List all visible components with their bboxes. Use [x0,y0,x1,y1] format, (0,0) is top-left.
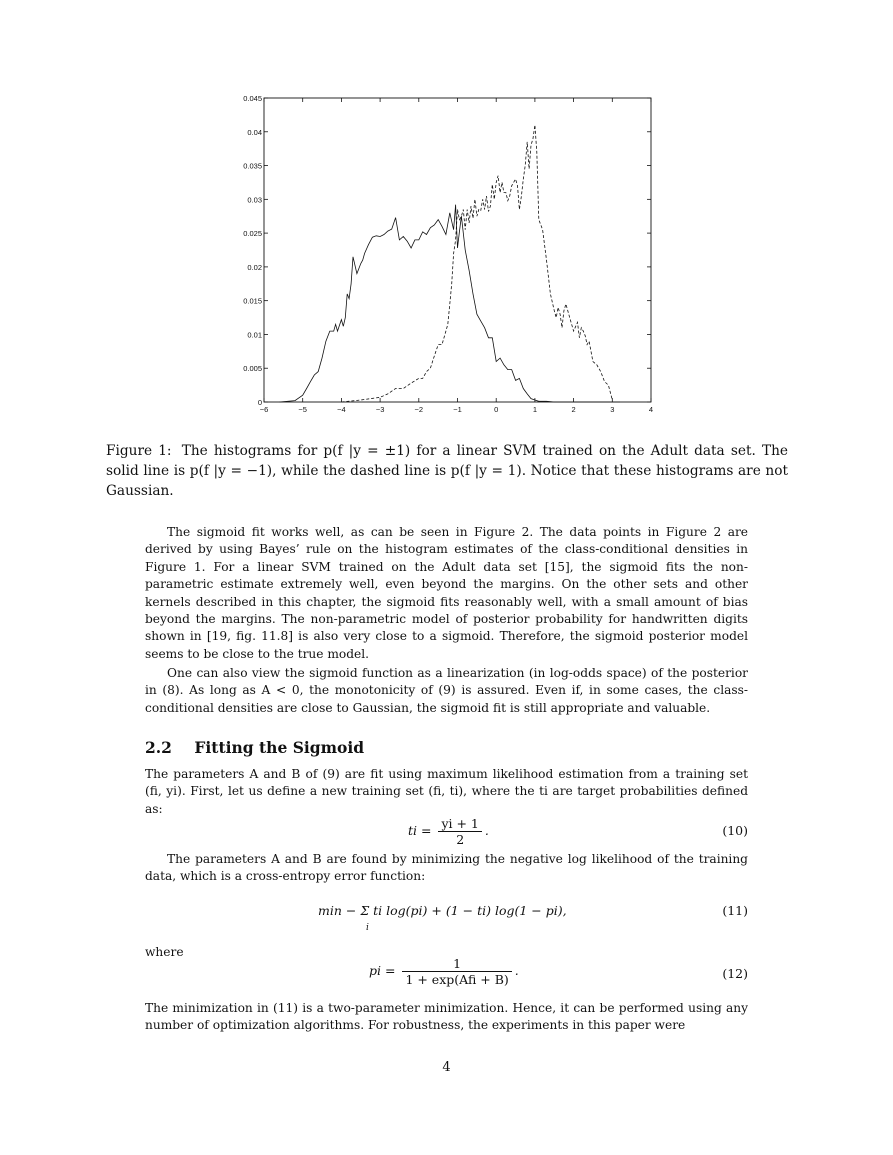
y-tick-label: 0.045 [243,94,262,103]
section-heading [145,738,364,757]
x-tick-label: 3 [610,405,615,414]
x-tick-label: −1 [453,405,462,414]
histogram-chart [230,90,660,420]
eq12-fraction [402,956,511,987]
x-tick-label: −2 [414,405,424,414]
section-title: Fitting the Sigmoid [194,738,365,757]
y-tick-label: 0.02 [247,262,262,272]
y-tick-label: 0.03 [247,195,262,205]
y-tick-label: 0.005 [243,364,262,374]
paragraph-parameters: The parameters A and B of (9) are fit using maximum likelihood estimation from a training set (fi, yi). First, let us define a new training set (fi, ti), where the ti are target probabilities defined as: [145,767,748,816]
y-tick-label: 0.04 [247,127,262,137]
section-number: 2.2 [145,738,172,757]
eq12-tail: . [514,963,519,978]
equation-number-12: (12) [722,966,748,981]
x-tick-label: −4 [337,405,346,414]
x-tick-label: −6 [259,405,269,414]
paragraph-linearization: One can also view the sigmoid function as a linearization (in log-odds space) of the posterior in (8). As long as A < 0, the monotonicity of (9) is assured. Even if, in some cases, the class-conditional densities are close to Gaussian, the sigmoid fit is still appropriate and valuable. [145,666,748,715]
paragraph-minimize: The parameters A and B are found by minimizing the negative log likelihood of the training data, which is a cross-entropy error function: [145,852,748,884]
x-tick-label: 4 [648,405,654,414]
eq10-denominator: 2 [456,832,465,847]
x-tick-label: 0 [494,405,499,414]
x-tick-label: −3 [375,405,385,414]
series-line-dashed [341,125,612,402]
eq11-sum-index: i [366,923,369,933]
page-number: 4 [442,1060,451,1075]
x-tick-label: 2 [571,405,576,414]
eq11-text: min − Σ ti log(pi) + (1 − ti) log(1 − pi), [318,903,567,918]
paragraph-minimization: The minimization in (11) is a two-parameter minimization. Hence, it can be performed using any number of optimization algorithms. For robustness, the experiments in this paper were [145,1001,748,1033]
eq10-tail: . [484,823,489,838]
equation-12 [369,956,519,987]
figure-caption [106,441,788,501]
y-tick-label: 0.015 [243,296,262,306]
x-tick-label: 1 [532,405,537,414]
equation-11 [318,903,567,918]
y-tick-label: 0.025 [243,229,262,239]
eq10-fraction [438,816,481,847]
eq12-lhs: pi = [369,963,396,978]
eq12-denominator: 1 + exp(Afi + B) [405,972,509,987]
histogram-figure [230,90,660,420]
eq10-lhs: ti = [408,823,432,838]
eq12-numerator: 1 [402,956,511,972]
x-tick-label: −5 [298,405,307,414]
caption-text: The histograms for p(f |y = ±1) for a linear SVM trained on the Adult data set. The solid line is p(f |y = −1), while the dashed line is p(f |y = 1). Notice that these histograms are not Gaussian. [106,443,788,499]
eq10-numerator: yi + 1 [438,816,481,832]
y-tick-label: 0.035 [243,161,262,171]
y-tick-label: 0 [257,398,262,407]
equation-number-10: (10) [722,823,748,838]
paragraph-sigmoid-fit: The sigmoid fit works well, as can be seen in Figure 2. The data points in Figure 2 are derived by using Bayes’ rule on the histogram estimates of the class-conditional densities in Figure 1. For a linear SVM trained on the Adult data set [15], the sigmoid fits the non-parametric estimate extremely well, even beyond the margins. On the other sets and other kernels described in this chapter, the sigmoid fits reasonably well, with a small amount of bias beyond the margins. The non-parametric model of posterior probability for handwritten digits shown in [19, fig. 11.8] is also very close to a sigmoid. Therefore, the sigmoid posterior model seems to be close to the true model. [145,525,748,661]
y-tick-label: 0.01 [247,330,262,340]
figure-label: Figure 1: [106,443,172,459]
equation-10 [408,816,489,847]
equation-number-11: (11) [722,903,748,918]
where-label: where [145,945,184,959]
